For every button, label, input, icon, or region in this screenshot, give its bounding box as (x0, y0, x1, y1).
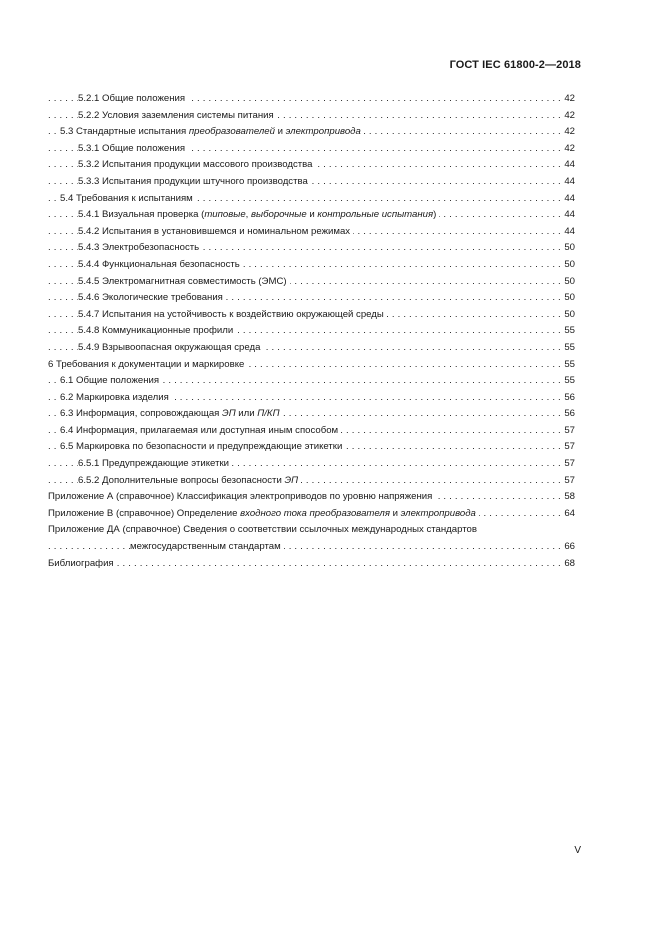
toc-entry-title (60, 124, 364, 141)
toc-title-segment: 5.4.6 Экологические требования (78, 292, 223, 304)
toc-page-number: 42 (562, 91, 575, 108)
toc-entry[interactable] (48, 274, 575, 291)
toc-title-segment: Приложение В (справочное) Определение (48, 507, 241, 519)
toc-entry[interactable] (48, 224, 575, 241)
toc-page-number: 55 (562, 340, 575, 357)
toc-entry-title (60, 191, 196, 208)
toc-title-segment: 6.5.1 Предупреждающие этикетки (78, 458, 230, 470)
toc-entry-title-line1: Приложение ДА (справочное) Сведения о соответствии ссылочных международных стандартов (48, 522, 477, 539)
toc-page-number: 44 (562, 224, 575, 241)
toc-page-number: 42 (562, 124, 575, 141)
toc-page-number: 44 (562, 191, 575, 208)
toc-page-number: 55 (562, 373, 575, 390)
toc-title-segment: и (306, 209, 318, 221)
dot-leader (48, 539, 575, 556)
dot-leader (48, 556, 575, 573)
document-code: ГОСТ IEC 61800-2—2018 (449, 59, 581, 71)
toc-entry-title (60, 373, 162, 390)
toc-title-segment: ЭП (284, 474, 299, 486)
toc-title-segment: 5.3.1 Общие положения (78, 142, 186, 154)
toc-title-segment: П/КП (257, 408, 280, 420)
toc-entry-title (78, 323, 236, 340)
toc-entry-title (78, 141, 188, 158)
toc-page-number: 44 (562, 174, 575, 191)
toc-entry-title (78, 240, 202, 257)
toc-page-number: 50 (562, 257, 575, 274)
toc-entry[interactable] (48, 456, 575, 473)
toc-entry[interactable] (48, 290, 575, 307)
toc-page-number: 57 (562, 423, 575, 440)
toc-title-segment: 6.1 Общие положения (60, 375, 160, 387)
toc-title-segment: 5.4.9 Взрывоопасная окружающая среда (78, 341, 261, 353)
toc-title-segment: 5.3.2 Испытания продукции массового производства (78, 159, 313, 171)
toc-page-number: 50 (562, 240, 575, 257)
toc-title-segment: 6.4 Информация, прилагаемая или доступная иным способом (60, 424, 339, 436)
toc-page-number: 44 (562, 207, 575, 224)
toc-title-segment: электропривода (285, 126, 361, 138)
toc-entry-title (78, 207, 439, 224)
toc-entry[interactable] (48, 323, 575, 340)
toc-entry-title (48, 556, 117, 573)
toc-entry-title (78, 307, 387, 324)
toc-title-segment: 5.4 Требования к испытаниям (60, 192, 193, 204)
toc-page-number: 58 (562, 489, 575, 506)
toc-title-segment: или (235, 408, 258, 420)
toc-entry[interactable] (48, 373, 575, 390)
toc-title-segment: 5.4.3 Электробезопасность (78, 242, 200, 254)
toc-title-segment: 5.4.4 Функциональная безопасность (78, 258, 240, 270)
toc-page-number: 42 (562, 108, 575, 125)
table-of-contents (48, 91, 575, 572)
toc-entry[interactable] (48, 522, 575, 555)
toc-entry-title (78, 257, 243, 274)
toc-title-segment: 5.2.2 Условия заземления системы питания (78, 109, 274, 121)
toc-title-segment: 5.2.1 Общие положения (78, 93, 186, 104)
toc-page-number: 42 (562, 141, 575, 158)
toc-entry-title (48, 489, 435, 506)
toc-page-number: 44 (562, 157, 575, 174)
toc-page-number: 68 (562, 556, 575, 573)
toc-title-segment: 5.4.7 Испытания на устойчивость к воздействию окружающей среды (78, 308, 384, 320)
toc-entry-title (78, 224, 353, 241)
toc-entry[interactable] (48, 108, 575, 125)
toc-title-segment: 5.4.2 Испытания в установившемся и номинальном режимах (78, 225, 351, 237)
toc-title-segment: межгосударственным стандартам (130, 541, 281, 553)
toc-title-segment: преобразователей (188, 126, 275, 138)
toc-entry-title (78, 456, 232, 473)
toc-entry[interactable] (48, 439, 575, 456)
toc-entry[interactable] (48, 124, 575, 141)
toc-title-segment: Библиография (48, 557, 114, 569)
toc-entry-title (60, 439, 345, 456)
toc-entry-title (78, 108, 277, 125)
toc-page-number: 55 (562, 357, 575, 374)
toc-title-segment: 5.4.8 Коммуникационные профили (78, 325, 234, 337)
toc-page-number: 64 (562, 506, 575, 523)
toc-entry-title (130, 539, 284, 556)
toc-page-number: 56 (562, 406, 575, 423)
toc-entry[interactable] (48, 257, 575, 274)
toc-entry[interactable] (48, 157, 575, 174)
toc-title-segment: выборочные (251, 209, 307, 221)
toc-title-segment: 6.3 Информация, сопровождающая (60, 408, 223, 420)
toc-page-number: 57 (562, 473, 575, 490)
page-number: V (574, 845, 581, 856)
toc-title-segment: контрольные испытания (317, 209, 434, 221)
toc-title-segment: 5.3.3 Испытания продукции штучного производства (78, 175, 308, 187)
toc-entry[interactable] (48, 307, 575, 324)
toc-entry[interactable] (48, 240, 575, 257)
toc-title-segment: электропривода (400, 507, 476, 519)
toc-entry[interactable] (48, 473, 575, 490)
toc-entry[interactable] (48, 506, 575, 523)
toc-title-segment: 5.4.5 Электромагнитная совместимость (ЭМС) (78, 275, 287, 287)
toc-page-number: 50 (562, 274, 575, 291)
toc-entry[interactable] (48, 207, 575, 224)
toc-title-segment: и (389, 507, 401, 519)
toc-entry[interactable] (48, 174, 575, 191)
toc-entry[interactable] (48, 406, 575, 423)
toc-title-segment: входного тока преобразователя (240, 507, 390, 519)
toc-entry-title (78, 340, 263, 357)
toc-entry-title (48, 506, 479, 523)
toc-entry-title (78, 91, 188, 108)
toc-title-segment: 5.4.1 Визуальная проверка ( (78, 209, 205, 221)
toc-entry[interactable] (48, 556, 575, 573)
toc-title-segment: 6.2 Маркировка изделия (60, 391, 169, 403)
toc-entry-title (78, 174, 311, 191)
toc-entry-title (60, 423, 341, 440)
toc-entry[interactable] (48, 340, 575, 357)
toc-entry[interactable] (48, 390, 575, 407)
toc-title-segment: 6.5.2 Дополнительные вопросы безопасности (78, 474, 285, 486)
toc-title-segment: 5.3 Стандартные испытания (60, 126, 189, 138)
toc-entry-title (78, 157, 315, 174)
toc-entry-title (78, 274, 290, 291)
toc-title-segment: 6 Требования к документации и маркировке (48, 358, 245, 370)
toc-page-number: 66 (562, 539, 575, 556)
toc-title-segment: Приложение А (справочное) Классификация электроприводов по уровню напряжения (48, 491, 433, 503)
toc-entry-title (60, 390, 172, 407)
toc-entry[interactable] (48, 489, 575, 506)
toc-entry[interactable] (48, 423, 575, 440)
toc-title-segment: 6.5 Маркировка по безопасности и предупреждающие этикетки (60, 441, 343, 453)
toc-entry[interactable] (48, 91, 575, 108)
toc-title-segment: типовые (204, 209, 246, 221)
toc-entry[interactable] (48, 357, 575, 374)
toc-page-number: 57 (562, 439, 575, 456)
toc-entry-title (60, 406, 283, 423)
toc-title-segment: ЭП (222, 408, 236, 420)
toc-title-segment: и (274, 126, 286, 138)
toc-title-segment: , (245, 209, 252, 221)
toc-page-number: 50 (562, 290, 575, 307)
toc-page-number: 50 (562, 307, 575, 324)
toc-entry[interactable] (48, 191, 575, 208)
toc-entry-title (78, 290, 226, 307)
toc-page-number: 55 (562, 323, 575, 340)
toc-entry[interactable] (48, 141, 575, 158)
toc-page-number: 57 (562, 456, 575, 473)
toc-entry-title (48, 357, 247, 374)
toc-page-number: 56 (562, 390, 575, 407)
toc-entry-title (78, 473, 301, 490)
toc-title-segment: ) (433, 209, 437, 221)
